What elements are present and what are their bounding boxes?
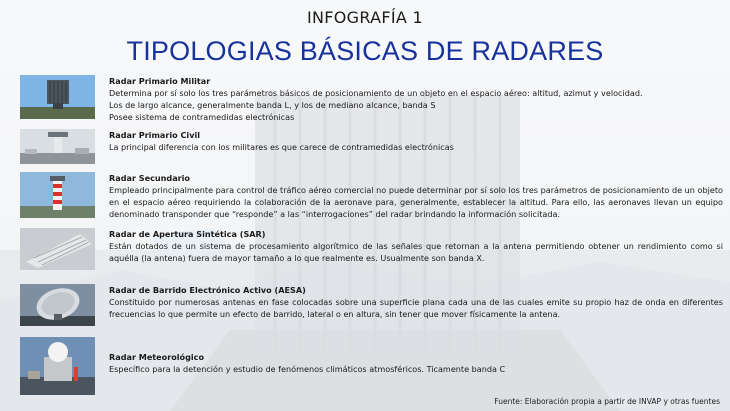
thumbnail-weather-radar — [20, 337, 95, 395]
thumbnail-aesa-radar — [20, 284, 95, 326]
radar-item-description: Determina por sí solo los tres parámetros básicos de posicionamiento de un objeto en el espacio aéreo: altitud, azimut y velocidad. Los de largo alcance, generalmente banda L, y los de mediano alcance, banda S Posee sistema de contramedidas electrónicas — [109, 88, 643, 122]
radar-item-text — [109, 228, 723, 264]
radar-item-description: La principal diferencia con los militares es que carece de contramedidas electrónicas — [109, 142, 454, 152]
radar-item-heading: Radar Secundario — [109, 173, 190, 183]
thumbnail-sar-radar — [20, 228, 95, 270]
thumbnail-secondary-radar — [20, 172, 95, 218]
radar-item-description: Están dotados de un sistema de procesamiento algorítmico de las señales que retornan a la antena permitiendo obtener un rendimiento como si aquélla (la antena) fuera de mayor tamaño a lo que realmente es. Usualmente son banda X. — [109, 241, 723, 263]
thumbnail-military-radar — [20, 75, 95, 119]
infographic-kicker: INFOGRAFÍA 1 — [306, 8, 424, 27]
radar-item-text — [109, 172, 723, 220]
radar-item-description: Específico para la detención y estudio de fenómenos climáticos atmosféricos. Ticamente banda C — [109, 364, 506, 374]
page-title: TIPOLOGIAS BÁSICAS DE RADARES — [126, 36, 604, 66]
radar-item-description: Constituido por numerosas antenas en fase colocadas sobre una superficie plana cada una de las cuales emite su propio haz de onda en diferentes frecuencias lo que permite un efecto de barrido, lateral o en altura, sin tener que mover físicamente la antena. — [109, 297, 723, 319]
radar-item-heading: Radar Meteorológico — [109, 352, 205, 362]
radar-item-text — [109, 284, 723, 320]
radar-item-heading: Radar Primario Militar — [109, 76, 211, 86]
source-note: Fuente: Elaboración propia a partir de INVAP y otras fuentes — [494, 397, 720, 406]
radar-item-heading: Radar de Barrido Electrónico Activo (AESA) — [109, 285, 306, 295]
radar-item-text — [109, 75, 723, 123]
radar-item-text — [109, 129, 723, 153]
radar-item-description: Empleado principalmente para control de tráfico aéreo comercial no puede determinar por sí solo los tres parámetros de posicionamiento de un objeto en el espacio aéreo requiriendo la colaboración de la aeronave para, generalmente, establecer la altitud. Para ello, las aeronaves llevan un equipo denominado transponder que “responde” a las “interrogaciones” del radar brindando la información solicitada. — [109, 185, 723, 219]
radar-item-heading: Radar de Apertura Sintética (SAR) — [109, 229, 266, 239]
radar-item-text — [109, 351, 723, 375]
radar-item-heading: Radar Primario Civil — [109, 130, 201, 140]
thumbnail-civil-radar — [20, 129, 95, 164]
